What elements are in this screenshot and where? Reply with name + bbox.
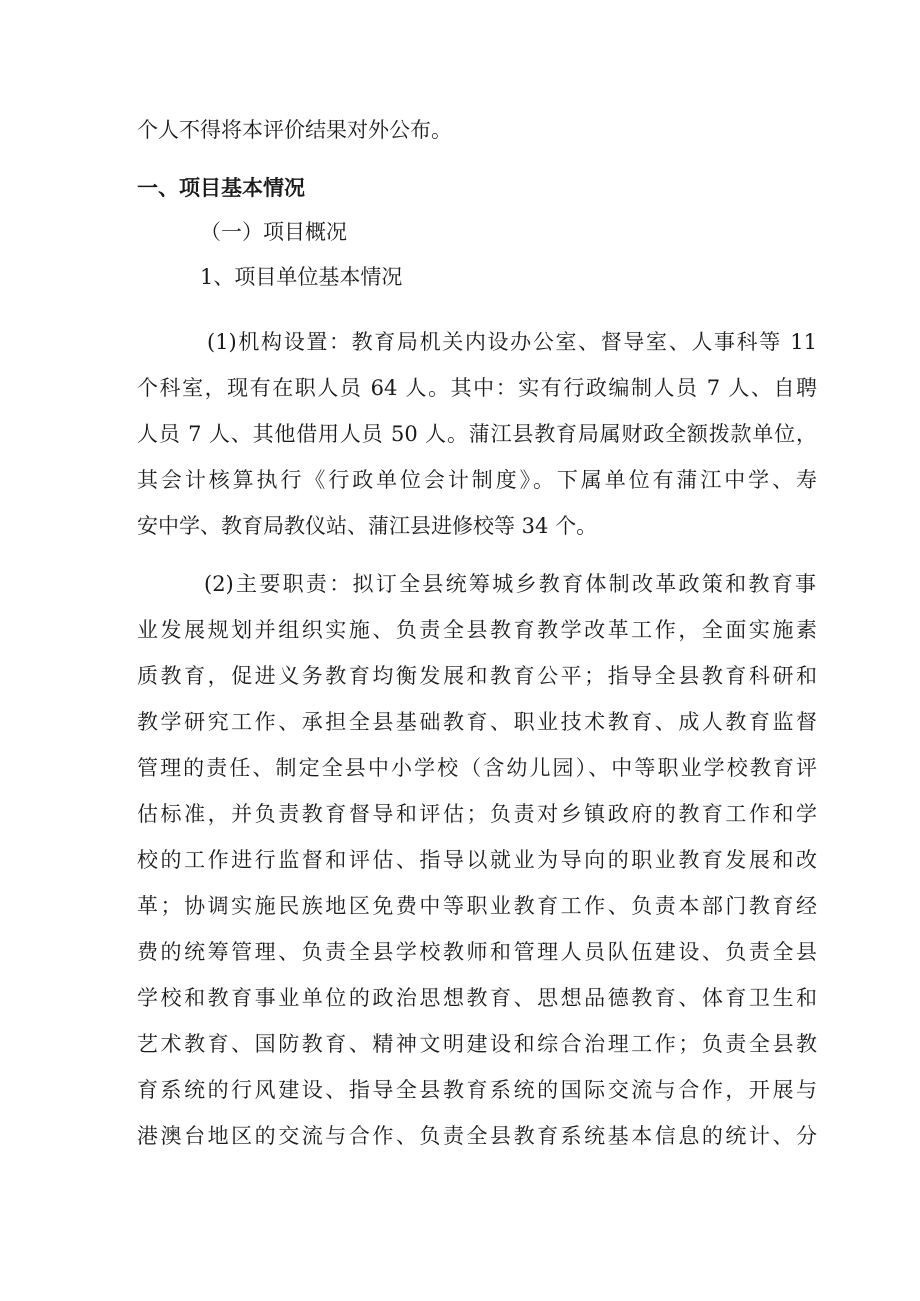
paragraph-line: 个科室，现有在职人员 64 人。其中：实有行政编制人员 7 人、自聘 (137, 376, 817, 400)
paragraph-line: 校的工作进行监督和评估、指导以就业为导向的职业教育发展和改 (137, 848, 817, 872)
paragraph-line: 费的统筹管理、负责全县学校教师和管理人员队伍建设、负责全县 (137, 940, 817, 964)
paragraph-line: 革；协调实施民族地区免费中等职业教育工作、负责本部门教育经 (137, 894, 817, 918)
paragraph-line: 业发展规划并组织实施、负责全县教育教学改革工作，全面实施素 (137, 618, 817, 642)
section-heading: 一、项目基本情况 (137, 176, 305, 200)
paragraph-line: 教学研究工作、承担全县基础教育、职业技术教育、成人教育监督 (137, 710, 817, 734)
paragraph-line: 港澳台地区的交流与合作、负责全县教育系统基本信息的统计、分 (137, 1124, 817, 1148)
paragraph-line: 人员 7 人、其他借用人员 50 人。蒲江县教育局属财政全额拨款单位， (137, 422, 817, 446)
paragraph-line: 质教育，促进义务教育均衡发展和教育公平；指导全县教育科研和 (137, 664, 817, 688)
paragraph-line: 估标准，并负责教育督导和评估；负责对乡镇政府的教育工作和学 (137, 802, 817, 826)
paragraph-line: (2)主要职责：拟订全县统筹城乡教育体制改革政策和教育事 (204, 572, 816, 596)
paragraph-line: 其会计核算执行《行政单位会计制度》。下属单位有蒲江中学、寿 (137, 468, 817, 492)
subsection-heading: （一）项目概况 (200, 220, 347, 244)
item-heading: 1、项目单位基本情况 (200, 265, 403, 289)
paragraph-line: 管理的责任、制定全县中小学校（含幼儿园）、中等职业学校教育评 (137, 756, 817, 780)
paragraph-line: 学校和教育事业单位的政治思想教育、思想品德教育、体育卫生和 (137, 986, 817, 1010)
paragraph-line: 安中学、教育局教仪站、蒲江县进修校等 34 个。 (137, 514, 598, 538)
paragraph-line: (1)机构设置：教育局机关内设办公室、督导室、人事科等 11 (207, 330, 817, 354)
intro-tail-text: 个人不得将本评价结果对外公布。 (137, 118, 452, 142)
paragraph-line: 艺术教育、国防教育、精神文明建设和综合治理工作；负责全县教 (137, 1032, 817, 1056)
paragraph-line: 育系统的行风建设、指导全县教育系统的国际交流与合作，开展与 (137, 1078, 817, 1102)
